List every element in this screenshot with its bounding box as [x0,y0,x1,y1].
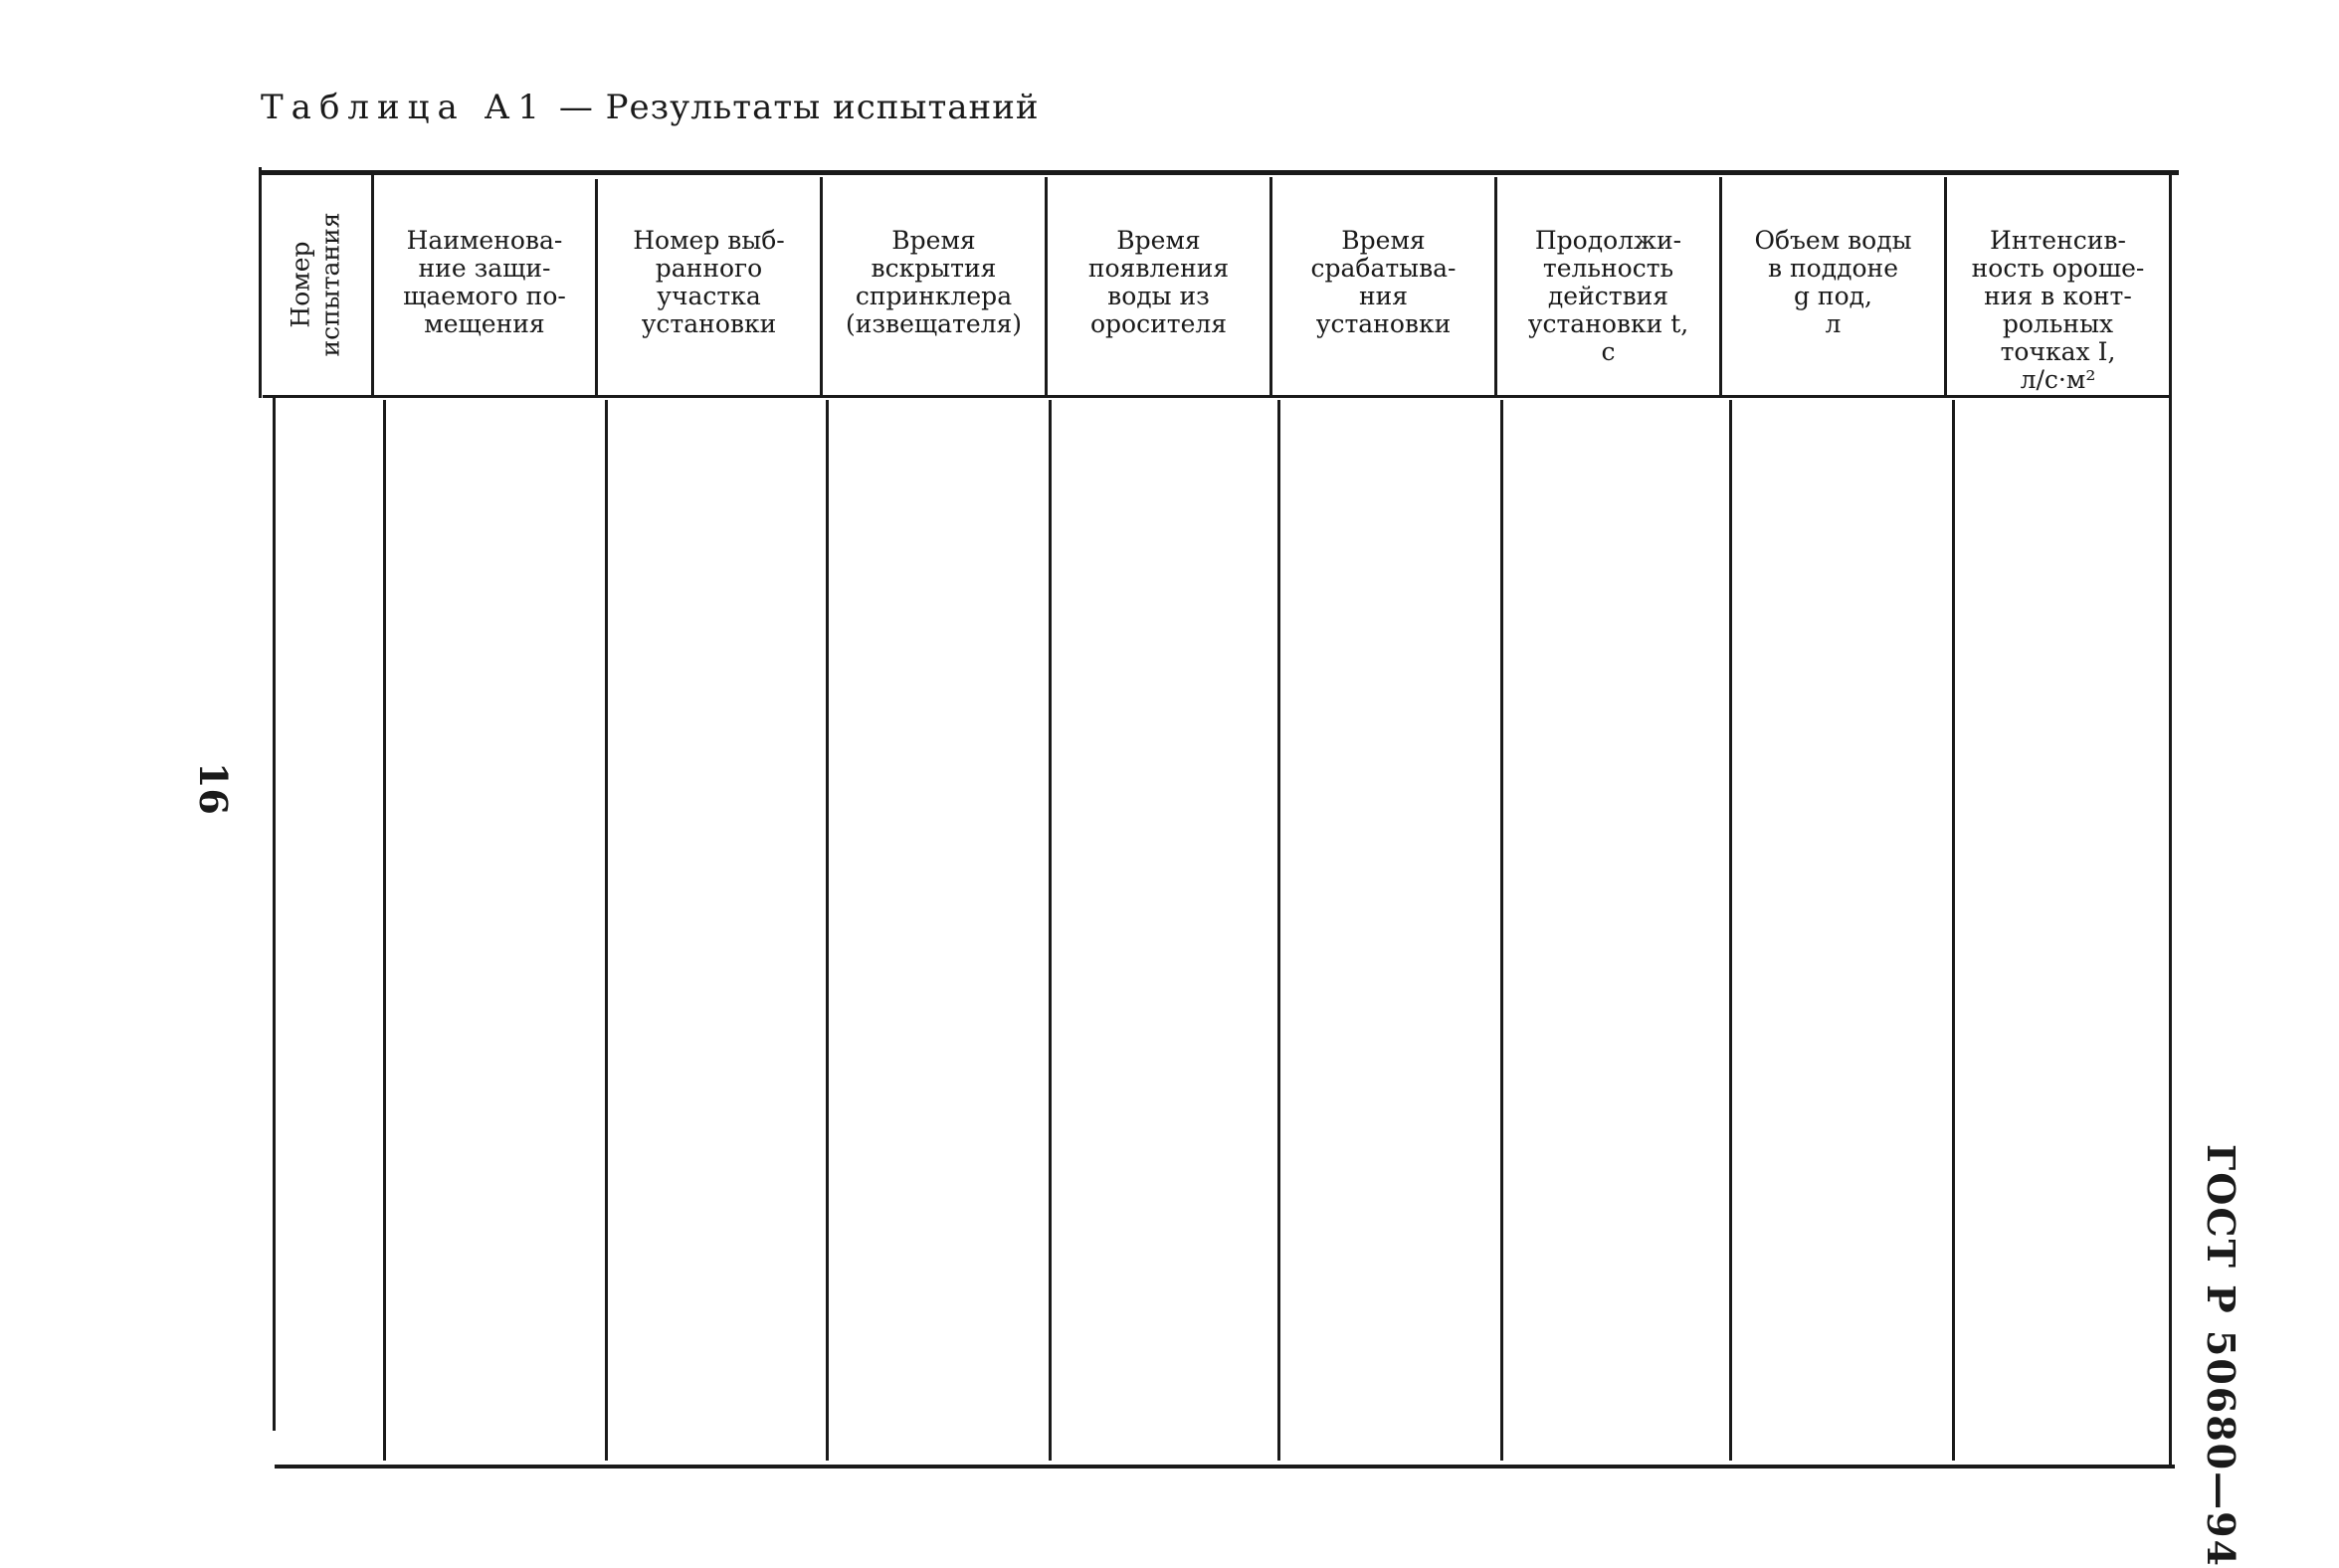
caption-label: Таблица А1 [261,88,548,127]
header-water-appearance-time [1048,175,1269,394]
page-number: 16 [190,762,236,815]
header-section-number [598,175,820,394]
header-sprinkler-opening-time [823,175,1045,394]
header-label: Номер испытания [287,212,345,357]
table-body-empty [276,398,2169,1465]
header-tray-water-volume [1722,175,1944,394]
header-operation-duration [1497,175,1719,394]
standard-code: ГОСТ Р 50680—94 [2199,1144,2243,1568]
header-label: Время срабатыва- ния установки [1310,226,1457,338]
header-label: Время появления воды из оросителя [1087,226,1230,338]
header-system-response-time [1272,175,1494,394]
header-label: Номер выб- ранного участка установки [633,226,785,338]
table-bottom-rule [275,1465,2175,1469]
header-label: Объем воды в поддоне g под, л [1754,226,1912,338]
caption-title: Результаты испытаний [605,88,1040,127]
header-test-number [261,175,372,394]
caption-dash: — [547,88,606,127]
header-divider [2169,171,2172,396]
table-caption [261,88,1040,127]
header-label: Интенсив- ность ороше- ния в конт- рольных точках I, л/с·м² [1971,226,2145,394]
header-label: Продолжи- тельность действия установки t, с [1527,226,1689,366]
header-label: Время вскрытия спринклера (извещателя) [845,226,1023,338]
header-label: Наименова- ние защи- щаемого по- мещения [403,226,566,338]
header-protected-room [374,175,595,394]
body-divider [2169,396,2172,1467]
header-irrigation-intensity [1947,175,2169,394]
